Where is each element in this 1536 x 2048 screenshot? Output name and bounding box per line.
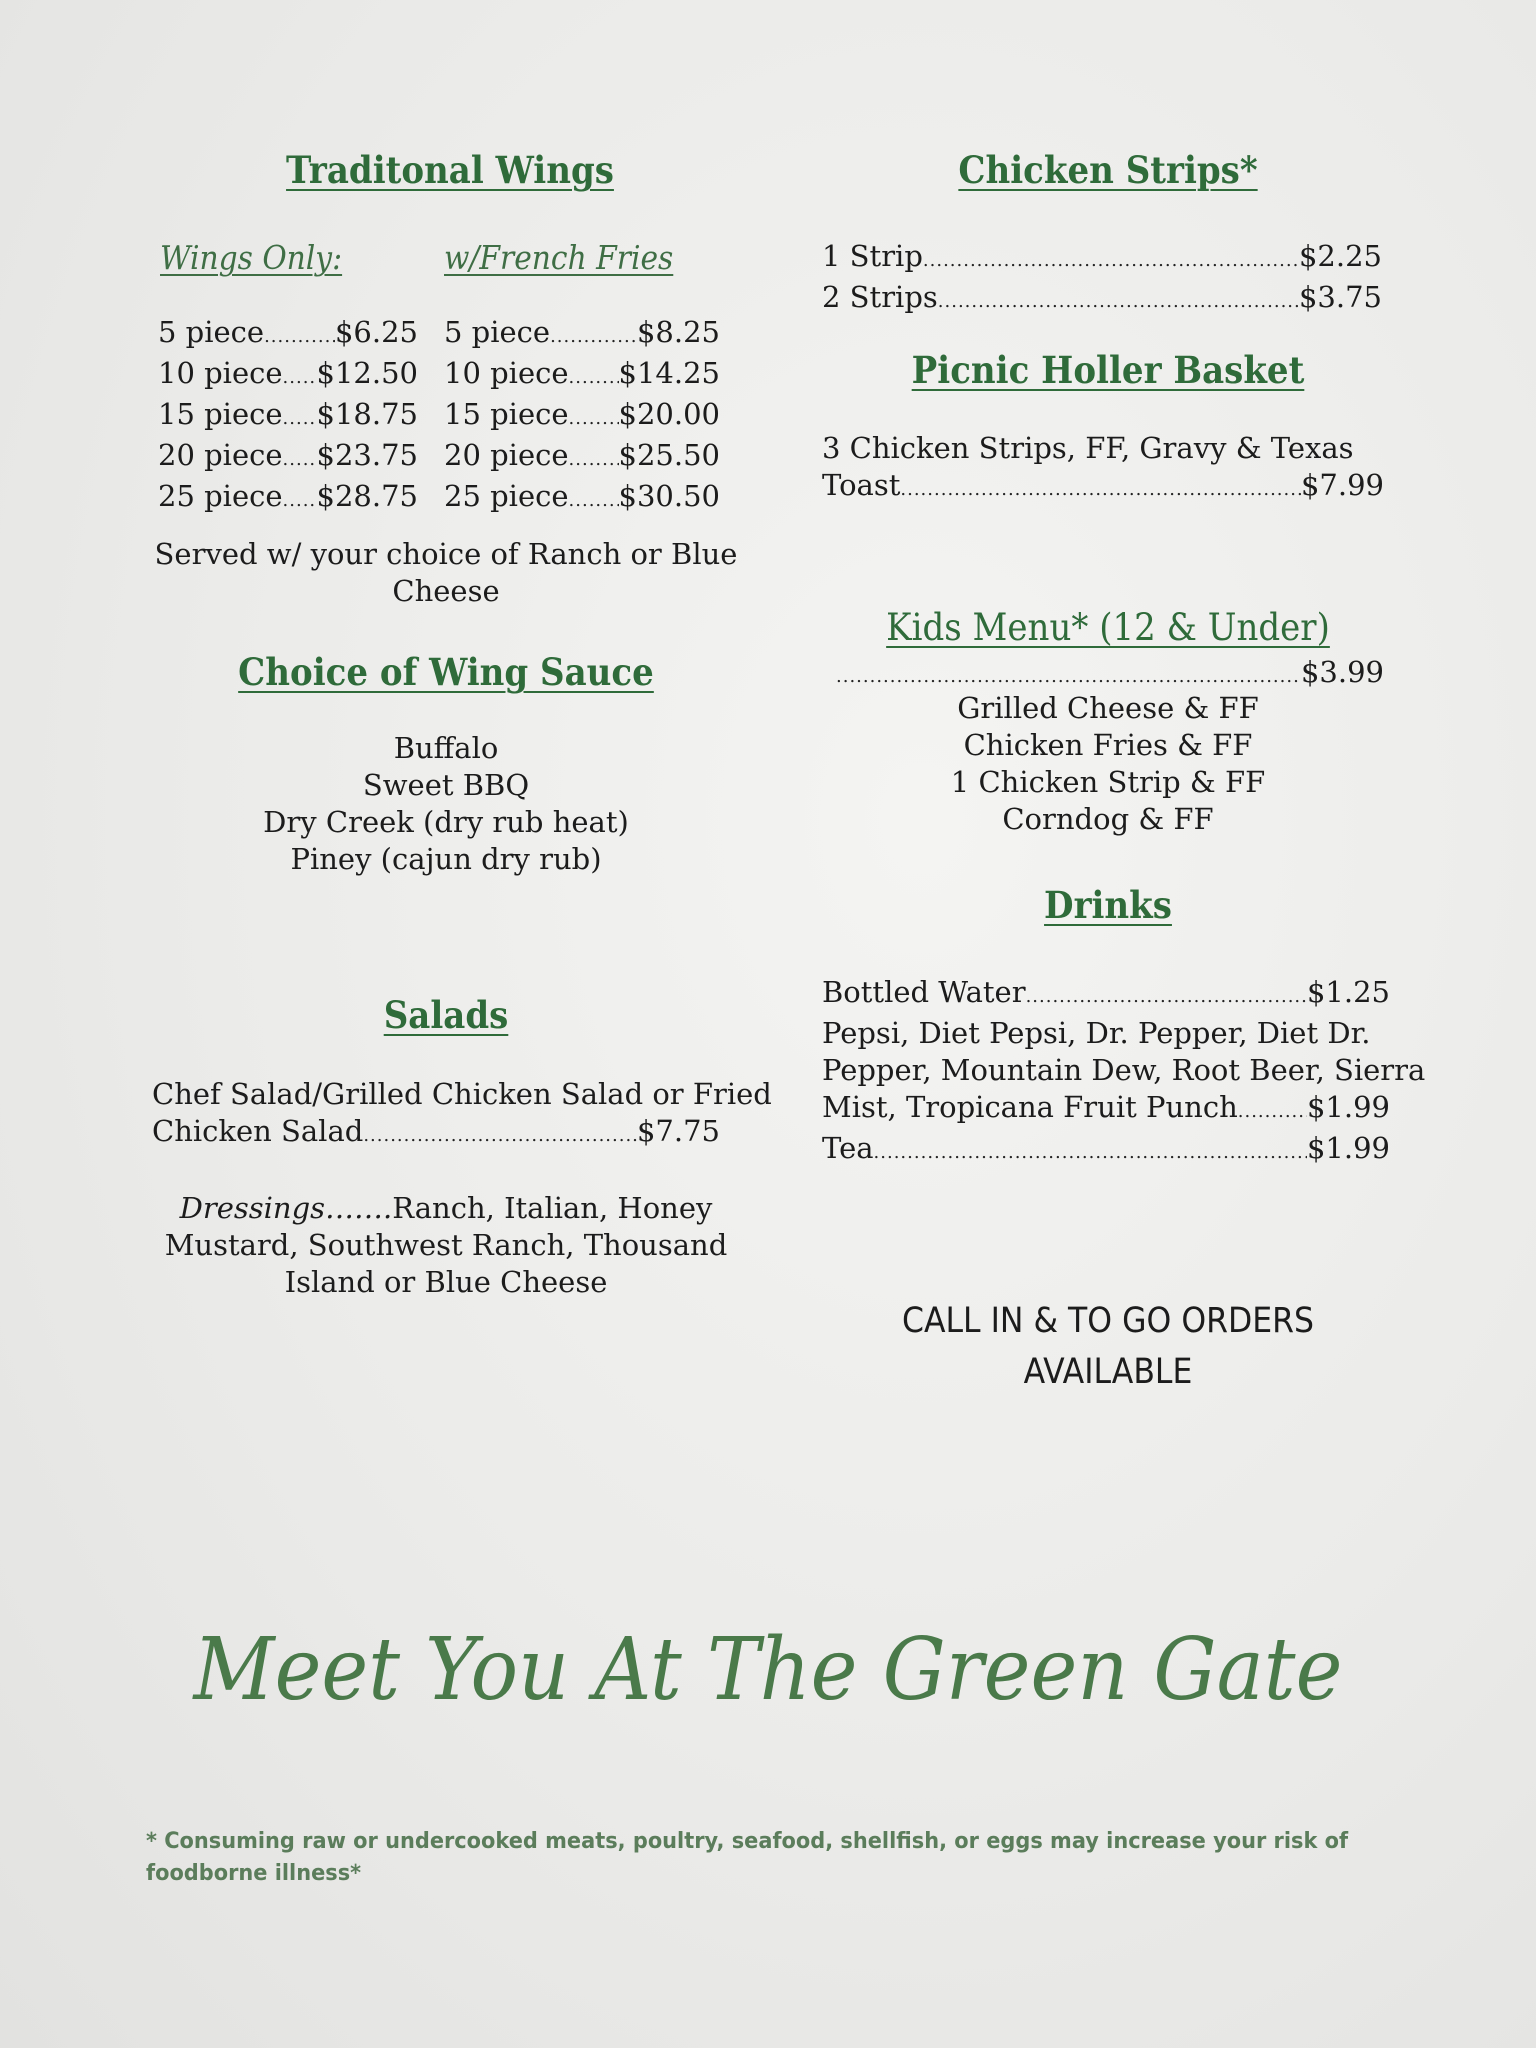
drinks-list: Bottled Water ..... $1.25 Pepsi, Diet Pepsi, Dr. Pepper, Diet Dr. Pepper, Mountain Dew, Root Beer, Sierra Mist, Tropicana Fruit Punch ..... $1.99 Tea ..... $1.99 — [822, 974, 1390, 1171]
list-item: Bottled Water ..... $1.25 — [822, 974, 1390, 1015]
wings-title: Traditonal Wings — [286, 148, 614, 192]
kids-price: $3.99 — [1300, 655, 1384, 689]
basket-title: Picnic Holler Basket — [911, 348, 1305, 392]
list-item: Grilled Cheese & FF — [957, 691, 1259, 725]
drinks-title: Drinks — [1044, 883, 1172, 927]
strips-list — [822, 238, 1382, 320]
list-item: 20 piece ..... $25.50 — [444, 437, 720, 478]
salads-item: Chef Salad/Grilled Chicken Salad or Fried Chicken Salad ..... $7.75 — [152, 1076, 720, 1154]
sauce-list — [196, 730, 696, 878]
list-item: Dry Creek (dry rub heat) — [263, 805, 629, 839]
disclaimer: * Consuming raw or undercooked meats, poultry, seafood, shellfish, or eggs may increase your risk of foodborne illness* — [146, 1829, 1349, 1886]
list-item: 2 Strips ..... $3.75 — [822, 279, 1382, 320]
wings-served-note: Served w/ your choice of Ranch or Blue Cheese — [154, 537, 738, 608]
list-item: 1 Chicken Strip & FF — [950, 765, 1266, 799]
salad-dressings: Dressings…….Ranch, Italian, Honey Mustard, Southwest Ranch, Thousand Island or Blue Cheese — [164, 1191, 728, 1299]
dressings-label: Dressings……. — [179, 1191, 393, 1225]
strips-title: Chicken Strips* — [958, 148, 1258, 192]
basket-item: 3 Chicken Strips, FF, Gravy & Texas Toast ..... $7.99 — [822, 430, 1384, 508]
list-item: 5 piece ..... $8.25 — [444, 314, 720, 355]
list-item: 10 piece ..... $14.25 — [444, 355, 720, 396]
list-item: 25 piece ..... $28.75 — [158, 478, 418, 519]
salads-title: Salads — [383, 993, 509, 1037]
wings-ff-list — [444, 314, 720, 519]
list-item: 20 piece ..... $23.75 — [158, 437, 418, 478]
salads-price: $7.75 — [636, 1114, 720, 1148]
list-item: 1 Strip ..... $2.25 — [822, 238, 1382, 279]
wings-only-list — [158, 314, 418, 519]
list-item: Tea ..... $1.99 — [822, 1130, 1390, 1171]
sauce-title: Choice of Wing Sauce — [238, 650, 654, 694]
list-item: Piney (cajun dry rub) — [290, 842, 602, 876]
tagline: Meet You At The Green Gate — [193, 1620, 1343, 1720]
list-item: 15 piece ..... $18.75 — [158, 396, 418, 437]
list-item: Corndog & FF — [1002, 802, 1214, 836]
wings-only-label: Wings Only: — [160, 238, 343, 277]
list-item: 15 piece ..... $20.00 — [444, 396, 720, 437]
list-item: 25 piece ..... $30.50 — [444, 478, 720, 519]
list-item: Chicken Fries & FF — [963, 728, 1253, 762]
kids-price-row — [836, 654, 1384, 695]
list-item: Sweet BBQ — [362, 768, 530, 802]
kids-list — [858, 690, 1358, 838]
french-fries-label: w/French Fries — [444, 238, 674, 277]
kids-title: Kids Menu* (12 & Under) — [886, 606, 1330, 649]
list-item: 5 piece ..... $6.25 — [158, 314, 418, 355]
list-item: Mist, Tropicana Fruit Punch ..... $1.99 — [822, 1089, 1390, 1130]
basket-price: $7.99 — [1300, 468, 1384, 502]
list-item: Buffalo — [393, 731, 499, 765]
callin-notice: CALL IN & TO GO ORDERS AVAILABLE — [901, 1301, 1315, 1392]
list-item: 10 piece ..... $12.50 — [158, 355, 418, 396]
